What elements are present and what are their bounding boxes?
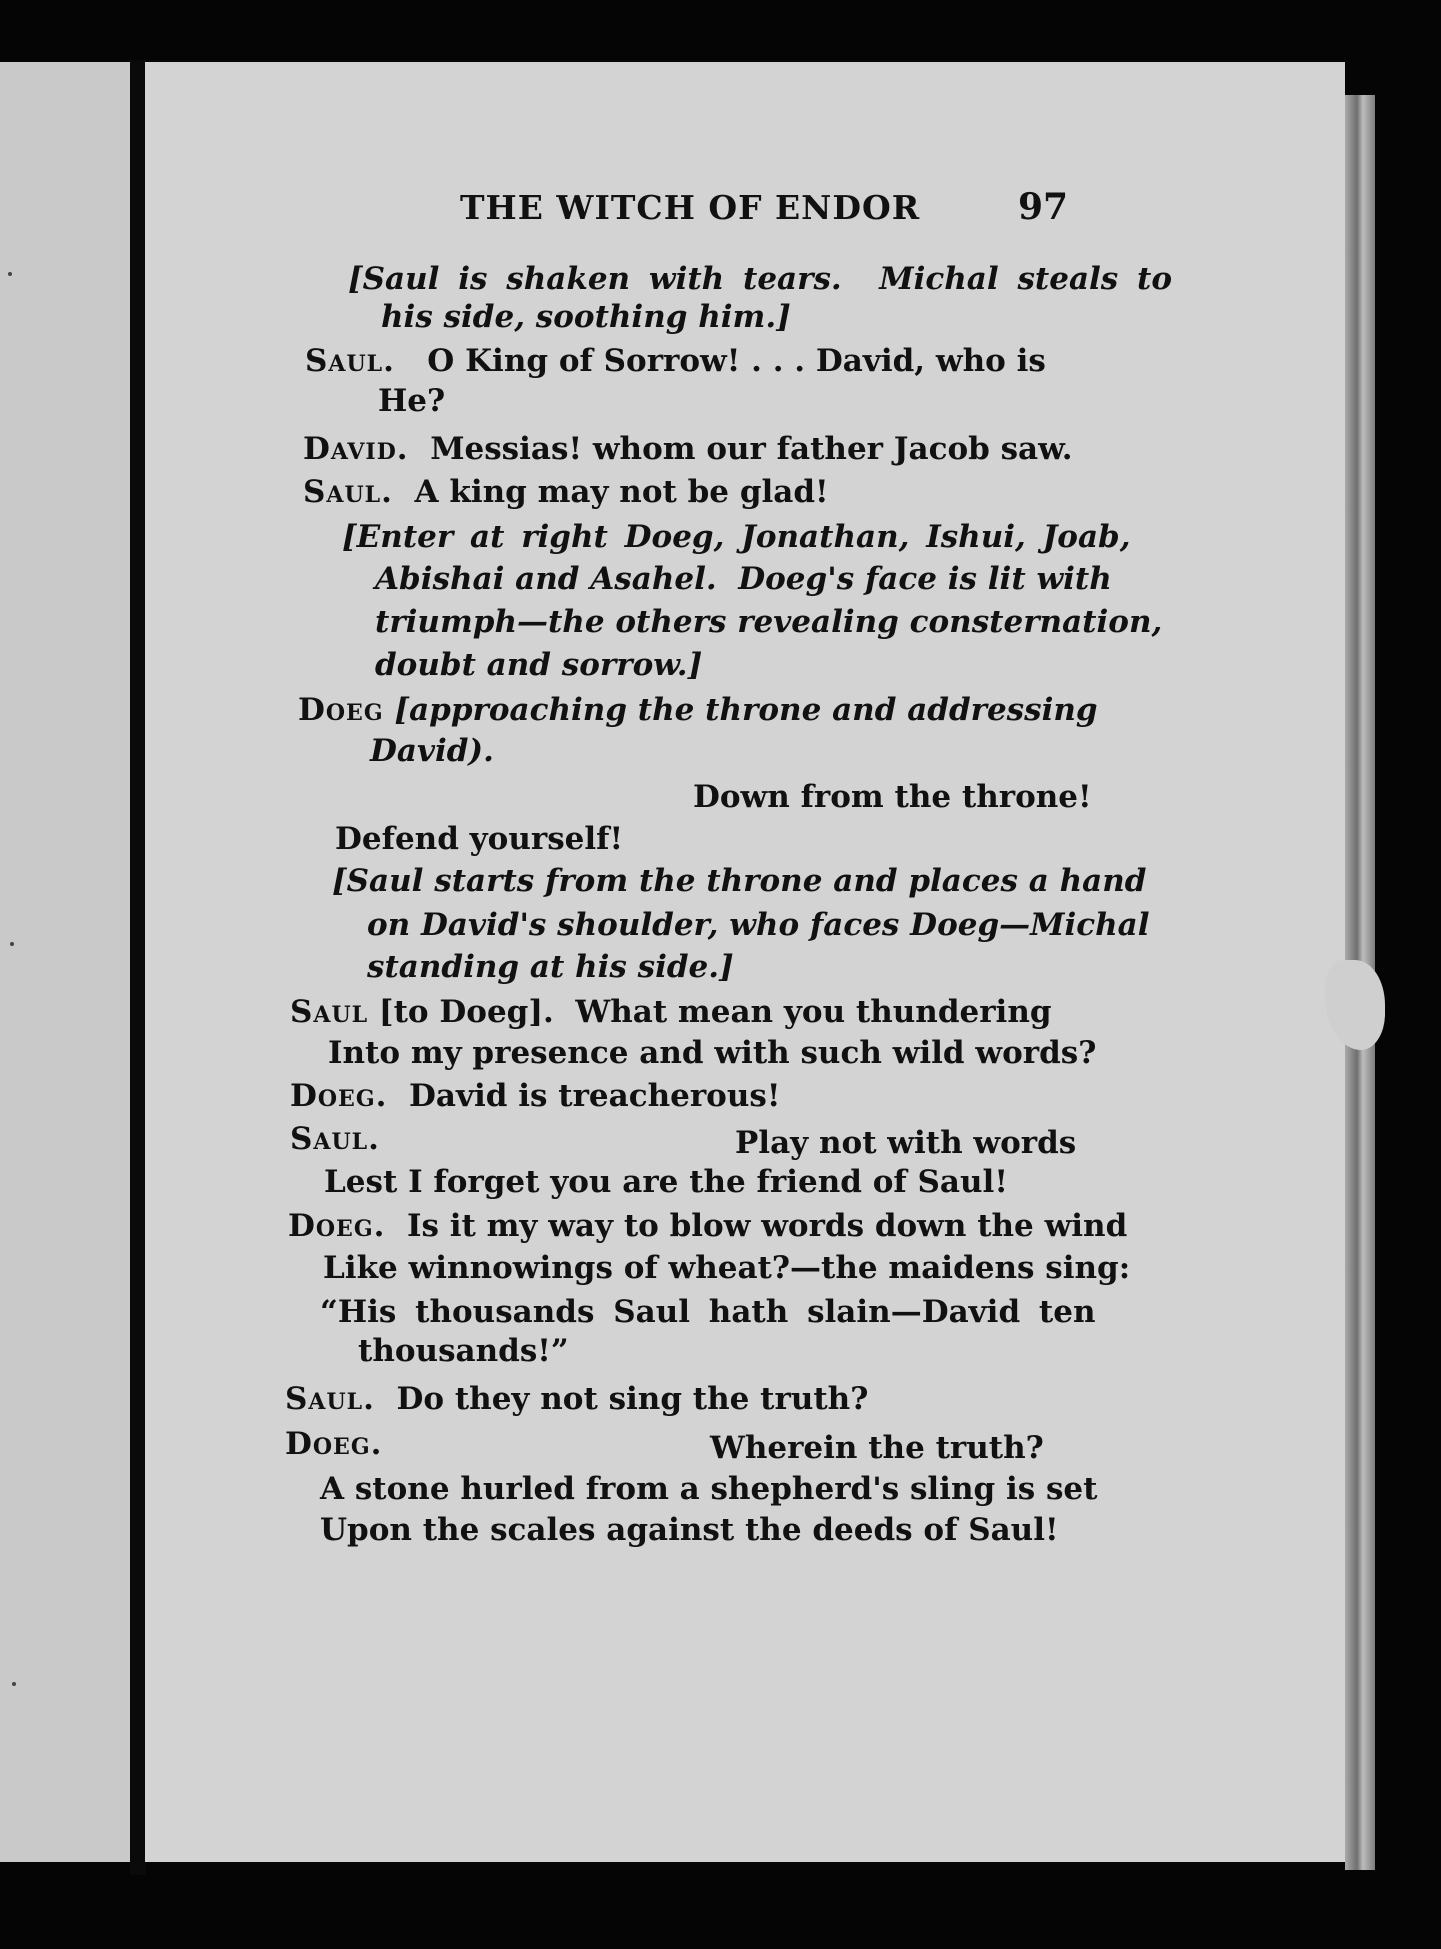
dialogue-line [303,431,1073,467]
dialogue-line: Wherein the truth? [710,1430,1044,1466]
speaker-name: Doeg [298,692,384,728]
speaker-name: Doeg. [285,1426,383,1462]
speaker-name: Saul. [305,343,395,379]
dialogue-line: thousands!” [358,1333,569,1369]
stage-direction: standing at his side.] [367,949,734,985]
stage-direction: [Saul starts from the throne and places a hand [332,863,1147,899]
speaker-name: Saul. [303,474,393,510]
dialogue-line [285,1426,383,1462]
speaker-name: Doeg. [288,1208,386,1244]
dialogue-line: He? [378,383,446,419]
speech-text: Messias! whom our father Jacob saw. [430,431,1073,467]
dialogue-line [290,1078,781,1114]
speaker-name: David. [303,431,409,467]
dialogue-line: Defend yourself! [335,821,624,857]
stage-direction: [Enter at right Doeg, Jonathan, Ishui, Joab, [342,519,1131,555]
dialogue-line: Upon the scales against the deeds of Saul! [320,1512,1059,1548]
dialogue-line [303,474,829,510]
running-head: THE WITCH OF ENDOR [460,188,921,227]
dialogue-line: Into my presence and with such wild words? [328,1035,1097,1071]
dialogue-line: Down from the throne! [693,779,1092,815]
speaker-name: Saul. [290,1121,380,1157]
stage-direction: doubt and sorrow.] [375,647,703,683]
speech-text: O King of Sorrow! . . . David, who is [427,343,1046,379]
dialogue-line: Play not with words [735,1125,1077,1161]
stage-direction: triumph—the others revealing consternation, [375,604,1163,640]
dialogue-line: Lest I forget you are the friend of Saul! [324,1164,1008,1200]
speech-text: [to Doeg]. What mean you thundering [378,994,1052,1030]
dialogue-line [290,994,1052,1030]
speaker-name: Doeg. [290,1078,388,1114]
stage-direction: on David's shoulder, who faces Doeg—Michal [367,907,1150,943]
speech-text: David is treacherous! [409,1078,781,1114]
stage-direction: Abishai and Asahel. Doeg's face is lit with [375,561,1112,597]
dialogue-line [290,1121,380,1157]
dialogue-line [288,1208,1128,1244]
speaker-name: Saul [290,994,369,1030]
dialogue-line [285,1381,869,1417]
dialogue-line: “His thousands Saul hath slain—David ten [320,1294,1096,1330]
speech-text: Do they not sing the truth? [396,1381,869,1417]
stage-direction: David). [370,733,494,769]
stage-direction: [approaching the throne and addressing [394,692,1098,728]
stage-direction: his side, soothing him.] [381,299,791,335]
speech-text: Is it my way to blow words down the wind [407,1208,1128,1244]
dialogue-line: Like winnowings of wheat?—the maidens sing: [323,1250,1131,1286]
stage-direction: [Saul is shaken with tears. Michal steals to [348,261,1173,297]
speech-text: A king may not be glad! [414,474,829,510]
page-number: 97 [1018,186,1069,228]
speaker-name: Saul. [285,1381,375,1417]
dialogue-line: A stone hurled from a shepherd's sling is set [320,1471,1098,1507]
dialogue-line [305,343,1046,379]
dialogue-line [298,692,1098,728]
